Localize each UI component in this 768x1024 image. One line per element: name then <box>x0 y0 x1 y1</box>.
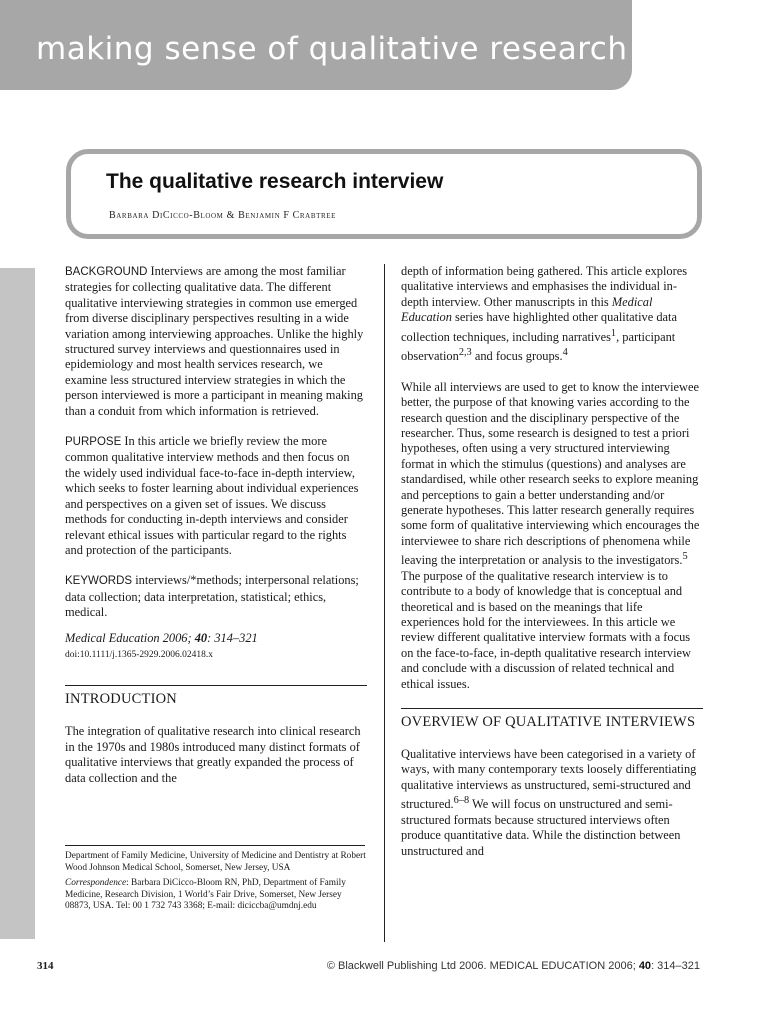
citation-pages: : 314–321 <box>207 630 258 645</box>
purpose-text: In this article we briefly review the more common qualitative interview methods and then focus on the widely used individual face-to-face in-depth interview, which seeks to foster learning about individual experiences and perspectives on a given set of issues. We discuss methods for conducting in-depth interviews and consider relevant ethical issues with particular regard to the rights and protection of the participants. <box>65 434 359 557</box>
journal-name: Medical Education <box>401 294 653 325</box>
reference-sup: 6–8 <box>453 795 470 807</box>
right-paragraph-1 <box>401 264 703 365</box>
footnote-rule <box>65 845 365 846</box>
text-run: depth of information being gathered. This article explores qualitative interviews and emphasises the individual in-depth interview. Other manuscripts in this <box>401 264 688 309</box>
series-banner <box>0 0 632 90</box>
text-run: and focus groups. <box>471 349 563 364</box>
reference-sup: 2,3 <box>458 347 472 359</box>
footnotes <box>65 851 367 917</box>
copyright-text: © Blackwell Publishing Ltd 2006. MEDICAL EDUCATION 2006; <box>326 960 639 972</box>
citation <box>65 631 367 646</box>
correspondence-label: Correspondence <box>65 878 127 889</box>
reference-sup: 4 <box>562 347 568 359</box>
series-title: making sense of qualitative research <box>36 31 628 67</box>
citation-journal: Medical Education 2006; <box>65 630 195 645</box>
text-run: While all interviews are used to get to know the interviewee better, the purpose of that knowing varies according to the research question and the disciplinary perspective of the researcher. Thus, some research is designed to test a priori hypotheses, often using a very structured interviewing format in which the stimulus (questions) and analyses are standardised, while other research seeks to explore meaning and perceptions to gain a better understanding and/or generate hypotheses. This latter research generally requires some form of qualitative interviewing which encourages the interviewee to share rich descriptions of phenomena while leaving the interpretation or analysis to the investigators. <box>401 379 700 568</box>
keywords-text: interviews/*methods; interpersonal relations; data collection; data interpretation, statistical; ethics, medical. <box>65 573 359 620</box>
background-text: Interviews are among the most familiar strategies for collecting qualitative data. The different qualitative interviewing strategies in common use emerged from diverse disciplinary perspectives resulting in a wide variation among interviewing approaches. Unlike the highly structured survey interviews and questionnaires used in epidemiology and most health services research, we examine less structured interview strategies in which the person interviewed is more a participant in meaning making than a conduit from which information is retrieved. <box>65 264 364 418</box>
correspondence-note <box>65 878 367 913</box>
citation-volume: 40 <box>194 630 208 645</box>
text-run: Qualitative interviews have been categorised in a variety of ways, with many contemporary texts loosely differentiating qualitative interviews as unstructured, semi-structured and structured. <box>401 746 697 812</box>
footer-volume: 40 <box>638 960 652 972</box>
page-number: 314 <box>37 960 54 972</box>
abstract-purpose <box>65 434 367 558</box>
intro-paragraph: The integration of qualitative research into clinical research in the 1970s and 1980s introduced many distinct formats of qualitative interviews that greatly expanded the process of data collection and the <box>65 724 361 785</box>
article-authors: Barbara DiCicco-Bloom & Benjamin F Crabtree <box>109 210 336 221</box>
text-run: The purpose of the qualitative research interview is to contribute to a body of knowledge that is conceptual and theoretical and is based on the meanings that life experiences hold for the interviewees. In this article we review different qualitative interview formats with a focus on the face-to-face, in-depth qualitative research interview and conclude with a discussion of related technical and ethical issues. <box>401 568 692 691</box>
text-run: series have highlighted other qualitative data collection techniques, including narratives <box>401 310 677 344</box>
left-column <box>65 264 367 801</box>
right-column <box>401 264 703 874</box>
title-box <box>66 149 702 239</box>
overview-heading: OVERVIEW OF QUALITATIVE INTERVIEWS <box>401 713 696 730</box>
text-run: , participant observation <box>401 329 676 364</box>
column-divider <box>384 264 385 942</box>
overview-rule <box>401 708 703 709</box>
side-accent-bar <box>0 268 35 939</box>
reference-sup: 5 <box>682 551 688 563</box>
text-run: We will focus on unstructured and semi-structured formats because structured interviews often produce quantitative data. While the distinction between unstructured and <box>401 797 681 858</box>
intro-rule <box>65 685 367 686</box>
keywords-label: KEYWORDS <box>65 575 133 588</box>
right-paragraph-2 <box>401 380 703 692</box>
intro-heading: INTRODUCTION <box>65 691 177 708</box>
correspondence-text: : Barbara DiCicco-Bloom RN, PhD, Department of Family Medicine, Research Division, 1 World’s Fair Drive, Somerset, New Jersey 08873, USA. Tel: 00 1 732 743 3368; E-mail: diciccba@umdnj.edu <box>65 878 346 912</box>
doi: doi:10.1111/j.1365-2929.2006.02418.x <box>65 649 214 660</box>
article-title: The qualitative research interview <box>106 170 444 193</box>
footer-pages: : 314–321 <box>651 960 700 972</box>
abstract-background <box>65 264 367 419</box>
abstract-keywords <box>65 573 367 620</box>
background-label: BACKGROUND <box>65 266 148 278</box>
reference-sup: 1 <box>610 327 617 339</box>
purpose-label: PURPOSE <box>65 436 122 449</box>
right-paragraph-3 <box>401 747 703 859</box>
affiliation-note: Department of Family Medicine, University of Medicine and Dentistry at Robert Wood Johnson Medical School, Somerset, New Jersey, USA <box>65 851 366 873</box>
footer-copyright <box>327 960 700 972</box>
